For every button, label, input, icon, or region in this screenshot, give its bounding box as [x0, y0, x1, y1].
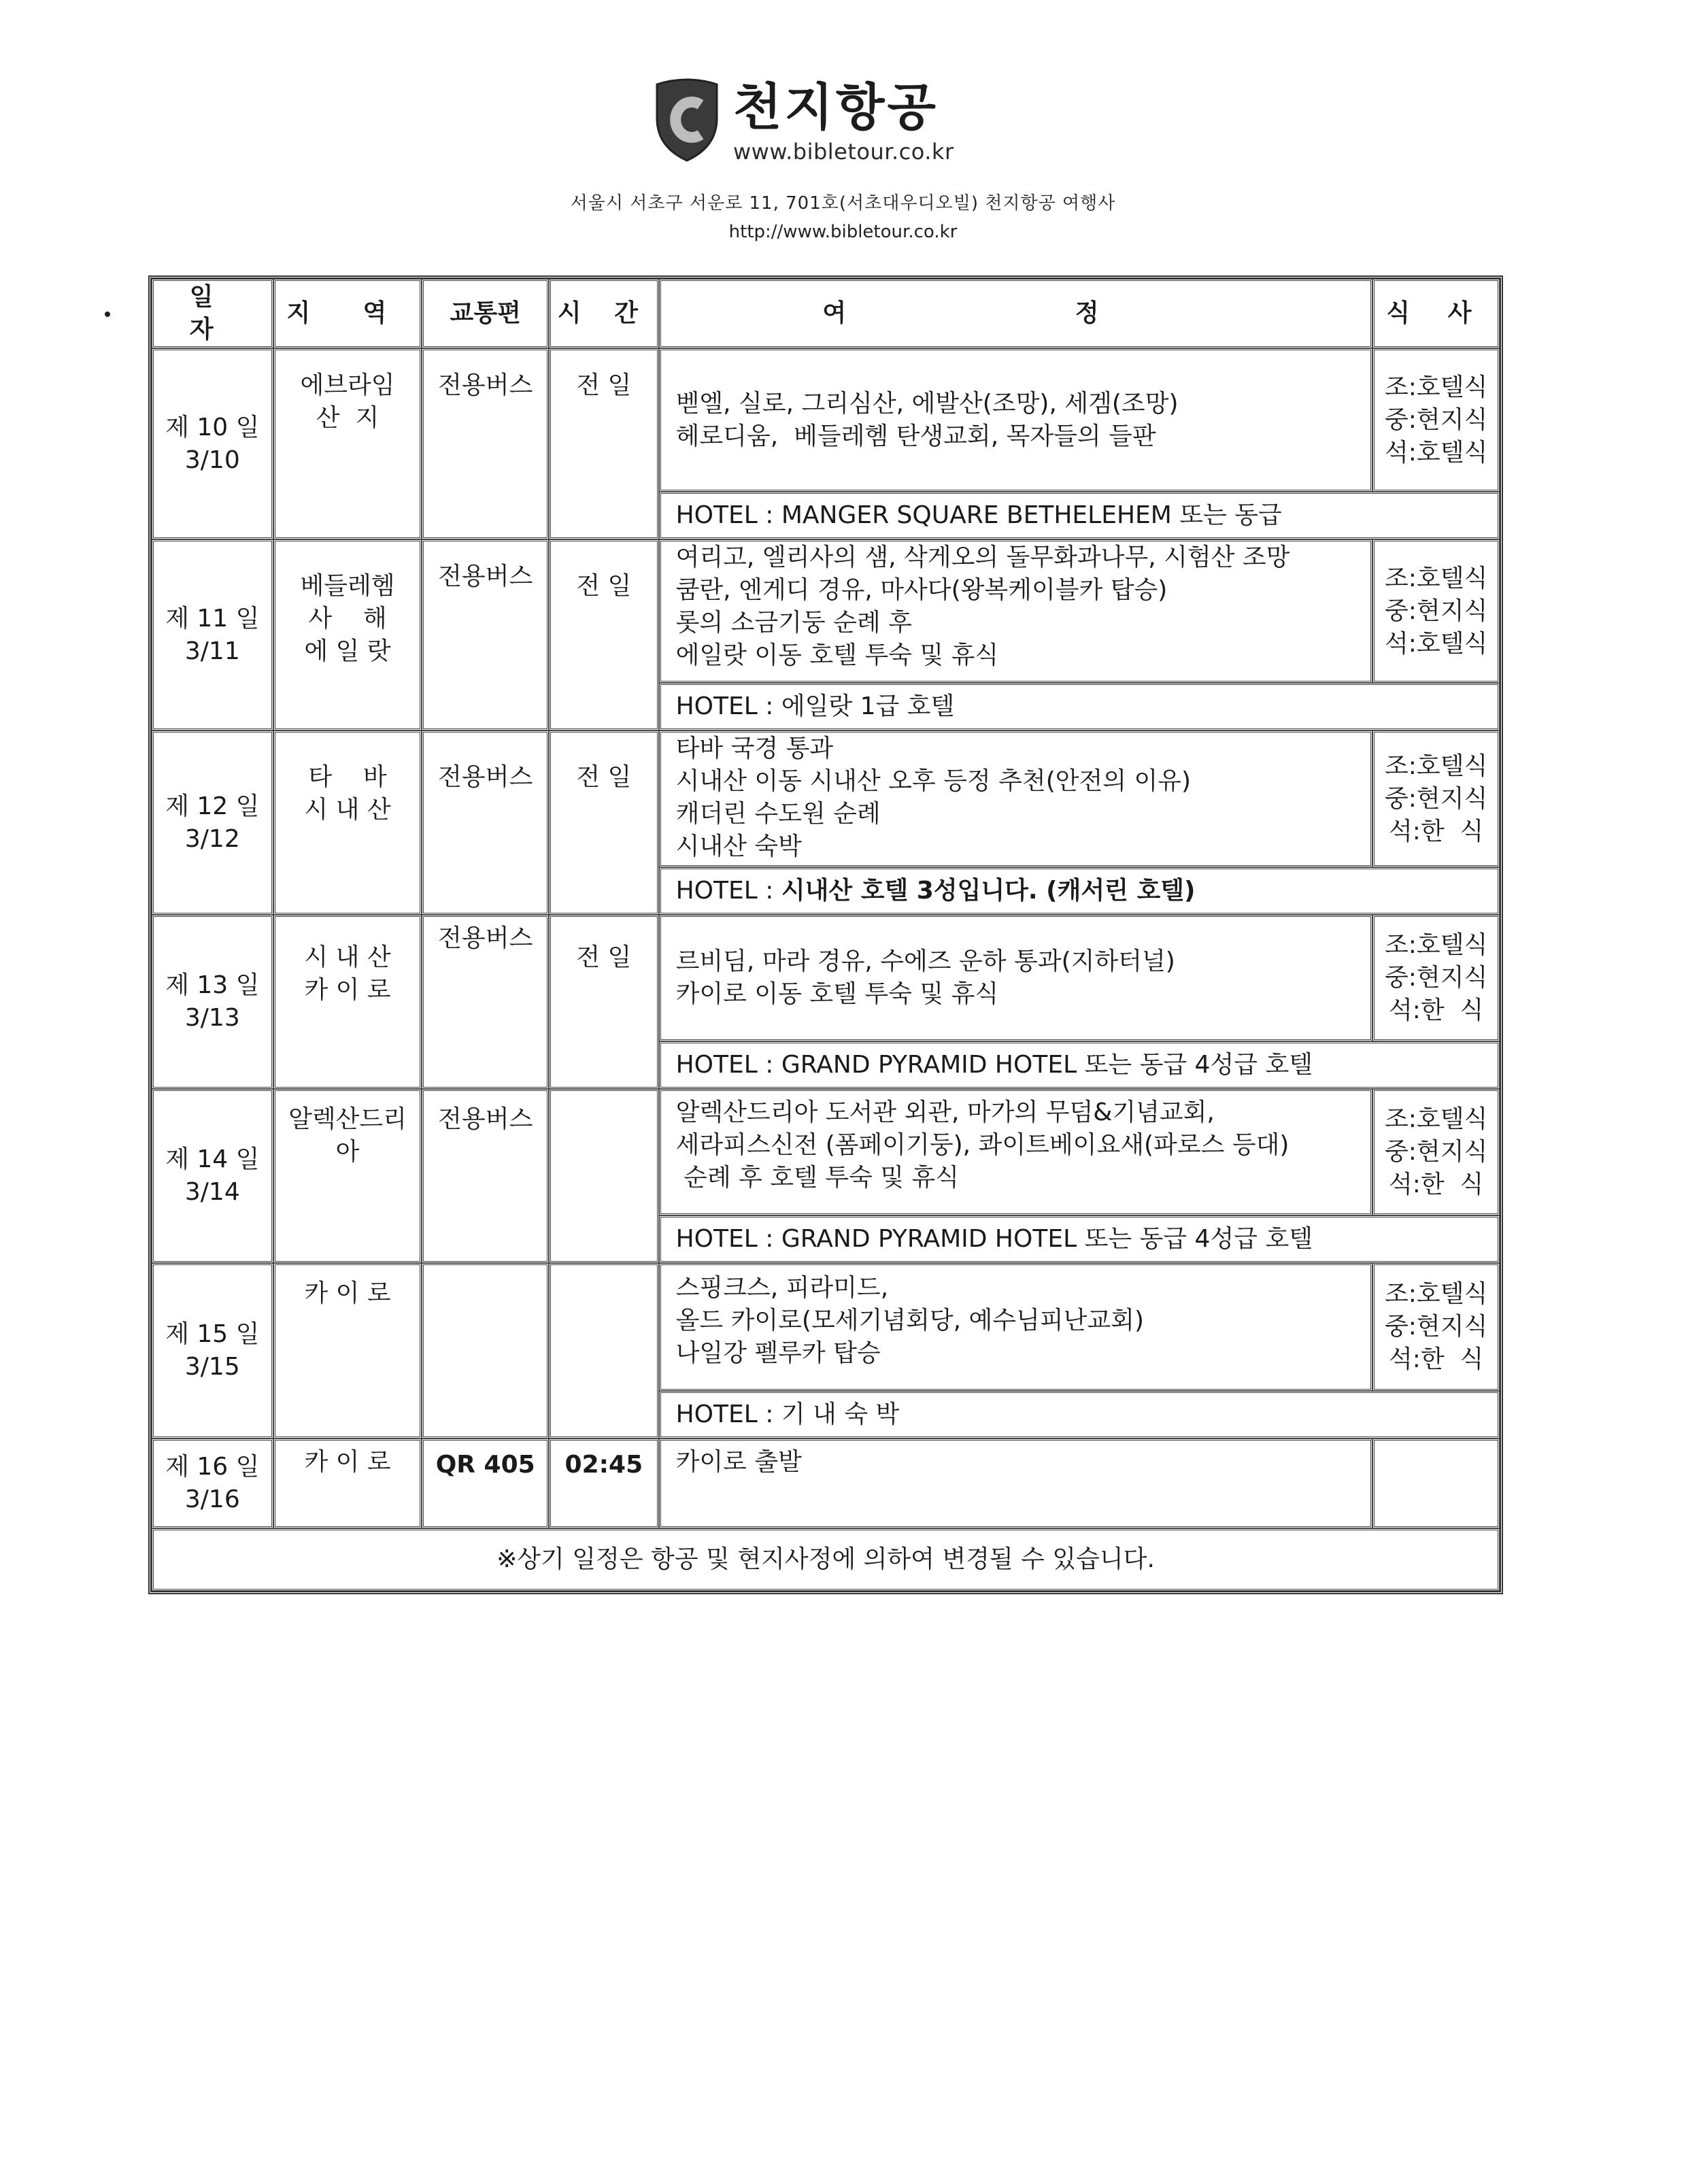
meal-breakfast: 조:호텔식 — [1385, 752, 1488, 780]
hotel-cell: HOTEL : 에일랏 1급 호텔 — [659, 683, 1500, 730]
table-header-row — [152, 279, 1500, 348]
day-label: 제 13 일 — [165, 971, 260, 999]
time-cell — [549, 1263, 659, 1439]
footer-note-row — [152, 1528, 1500, 1591]
schedule-cell — [659, 915, 1373, 1041]
schedule-line: 올드 카이로(모세기념회당, 예수님피난교회) — [675, 1307, 1144, 1334]
region-cell — [273, 1263, 422, 1439]
date-label: 3/15 — [184, 1353, 240, 1381]
company-address: 서울시 서초구 서운로 11, 701호(서초대우디오빌) 천지항공 여행사 — [570, 193, 1116, 214]
table-row-day10 — [152, 348, 1500, 492]
meals-cell — [1372, 1263, 1500, 1391]
region-line: 시 내 산 — [304, 796, 391, 824]
meal-lunch: 중:현지식 — [1385, 784, 1488, 813]
schedule-line: 나일강 펠루카 탑승 — [675, 1339, 881, 1367]
meal-breakfast: 조:호텔식 — [1385, 1280, 1488, 1308]
date-cell — [152, 1263, 273, 1439]
region-line: 알렉산드리 — [288, 1105, 407, 1133]
schedule-line: 에일랏 이동 호텔 투숙 및 휴식 — [675, 641, 999, 669]
date-cell — [152, 539, 273, 730]
schedule-cell — [659, 1439, 1373, 1528]
date-label: 3/10 — [184, 446, 240, 474]
time-cell: 전 일 — [549, 730, 659, 915]
date-cell — [152, 915, 273, 1089]
schedule-line: 알렉산드리아 도서관 외관, 마가의 무덤&기념교회, — [675, 1098, 1215, 1126]
table-row-day11 — [152, 539, 1500, 683]
schedule-line: 타바 국경 통과 — [675, 735, 834, 762]
time-cell: 전 일 — [549, 539, 659, 730]
day-label: 제 16 일 — [165, 1453, 260, 1481]
day-label: 제 14 일 — [165, 1145, 260, 1173]
company-website-link[interactable]: http://www.bibletour.co.kr — [728, 222, 958, 242]
region-cell — [273, 348, 422, 539]
date-label: 3/16 — [184, 1485, 240, 1513]
date-label: 3/12 — [184, 824, 240, 853]
day-label: 제 12 일 — [165, 792, 260, 820]
time-cell: 전 일 — [549, 348, 659, 539]
date-label: 3/14 — [184, 1178, 240, 1206]
region-line: 에브라임 — [300, 371, 395, 399]
region-cell — [273, 730, 422, 915]
col-header-meals: 식 사 — [1372, 279, 1500, 348]
table-row-day15 — [152, 1263, 1500, 1391]
meals-cell — [1372, 730, 1500, 867]
company-logo — [653, 76, 1007, 171]
region-line: 산 지 — [316, 404, 380, 432]
hotel-cell: HOTEL : 기 내 숙 박 — [659, 1391, 1500, 1439]
schedule-line: 시내산 숙박 — [675, 833, 802, 860]
hotel-cell: HOTEL : MANGER SQUARE BETHELEHEM 또는 동급 — [659, 492, 1500, 539]
brand-name: 천지항공 — [733, 78, 939, 137]
itinerary-table — [148, 275, 1503, 1594]
col-header-schedule: 여 정 — [659, 279, 1373, 348]
table-row-day14 — [152, 1089, 1500, 1215]
meals-cell — [1372, 539, 1500, 683]
date-cell — [152, 1439, 273, 1528]
schedule-line: 롯의 소금기둥 순례 후 — [675, 609, 912, 637]
col-header-time: 시 간 — [549, 279, 659, 348]
transport-cell: 전용버스 — [422, 1089, 549, 1263]
meal-lunch: 중:현지식 — [1385, 405, 1488, 434]
date-cell — [152, 1089, 273, 1263]
scan-dot-mark — [105, 312, 110, 317]
region-line: 베들레헴 — [300, 572, 395, 600]
region-line: 카 이 로 — [304, 1448, 391, 1476]
flight-number-cell: QR 405 — [422, 1439, 549, 1528]
hotel-cell: HOTEL : GRAND PYRAMID HOTEL 또는 동급 4성급 호텔 — [659, 1041, 1500, 1089]
transport-cell: 전용버스 — [422, 730, 549, 915]
time-cell: 전 일 — [549, 915, 659, 1089]
time-cell — [549, 1089, 659, 1263]
region-cell — [273, 539, 422, 730]
col-header-region: 지 역 — [273, 279, 422, 348]
meal-dinner: 석:호텔식 — [1385, 629, 1488, 658]
meal-breakfast: 조:호텔식 — [1385, 373, 1488, 401]
meal-breakfast: 조:호텔식 — [1385, 564, 1488, 592]
schedule-line: 시내산 이동 시내산 오후 등정 추천(안전의 이유) — [675, 767, 1192, 795]
transport-cell: 전용버스 — [422, 915, 549, 1089]
meal-dinner: 석:호텔식 — [1385, 438, 1488, 467]
schedule-cell — [659, 1089, 1373, 1215]
meals-cell — [1372, 348, 1500, 492]
region-line: 아 — [335, 1138, 360, 1166]
schedule-line: 순례 후 호텔 투숙 및 휴식 — [675, 1164, 960, 1192]
day-label: 제 15 일 — [165, 1320, 260, 1348]
schedule-line: 헤로디움, 베들레헴 탄생교회, 목자들의 들판 — [675, 422, 1156, 450]
region-line: 에 일 랏 — [304, 637, 391, 665]
meal-breakfast: 조:호텔식 — [1385, 1105, 1488, 1133]
table-row-day16 — [152, 1439, 1500, 1528]
date-label: 3/11 — [184, 637, 240, 665]
date-cell — [152, 348, 273, 539]
meal-lunch: 중:현지식 — [1385, 1313, 1488, 1341]
schedule-line: 카이로 이동 호텔 투숙 및 휴식 — [675, 980, 999, 1008]
region-cell — [273, 915, 422, 1089]
meal-lunch: 중:현지식 — [1385, 1138, 1488, 1166]
transport-cell: 전용버스 — [422, 539, 549, 730]
hotel-cell: HOTEL : GRAND PYRAMID HOTEL 또는 동급 4성급 호텔 — [659, 1215, 1500, 1263]
date-cell — [152, 730, 273, 915]
schedule-line: 카이로 출발 — [675, 1448, 802, 1476]
hotel-prefix: HOTEL : — [675, 877, 781, 905]
meal-dinner: 석:한 식 — [1388, 996, 1484, 1024]
meal-dinner: 석:한 식 — [1388, 1345, 1484, 1373]
date-label: 3/13 — [184, 1004, 240, 1032]
meals-cell — [1372, 1089, 1500, 1215]
schedule-line: 벧엘, 실로, 그리심산, 에발산(조망), 세겜(조망) — [675, 389, 1179, 418]
transport-cell: 전용버스 — [422, 348, 549, 539]
schedule-line: 르비딤, 마라 경유, 수에즈 운하 통과(지하터널) — [675, 947, 1175, 975]
region-cell — [273, 1439, 422, 1528]
region-line: 카 이 로 — [304, 1279, 391, 1307]
region-line: 사 해 — [308, 605, 387, 633]
transport-cell — [422, 1263, 549, 1439]
meal-dinner: 석:한 식 — [1388, 817, 1484, 845]
schedule-line: 캐더린 수도원 순례 — [675, 800, 881, 828]
meals-cell — [1372, 915, 1500, 1041]
day-label: 제 10 일 — [165, 413, 260, 441]
schedule-line: 스핑크스, 피라미드, — [675, 1274, 889, 1302]
schedule-cell — [659, 730, 1373, 867]
table-row-day12 — [152, 730, 1500, 867]
schedule-line: 세라피스신전 (폼페이기둥), 콰이트베이요새(파로스 등대) — [675, 1131, 1289, 1159]
shield-c-logo-icon — [653, 76, 721, 163]
meal-lunch: 중:현지식 — [1385, 597, 1488, 625]
hotel-cell — [659, 867, 1500, 915]
schedule-line: 여리고, 엘리사의 샘, 삭게오의 돌무화과나무, 시험산 조망 — [675, 543, 1290, 571]
day-label: 제 11 일 — [165, 604, 260, 633]
col-header-transport: 교통편 — [422, 279, 549, 348]
meals-cell-empty — [1372, 1439, 1500, 1528]
brand-url: www.bibletour.co.kr — [733, 139, 954, 165]
region-cell — [273, 1089, 422, 1263]
departure-time-cell: 02:45 — [549, 1439, 659, 1528]
schedule-cell — [659, 539, 1373, 683]
region-line: 카 이 로 — [304, 976, 391, 1004]
meal-lunch: 중:현지식 — [1385, 964, 1488, 992]
schedule-line: 쿰란, 엔게디 경유, 마사다(왕복케이블카 탑승) — [675, 576, 1168, 604]
table-row-day13 — [152, 915, 1500, 1041]
schedule-cell — [659, 348, 1373, 492]
meal-breakfast: 조:호텔식 — [1385, 931, 1488, 959]
meal-dinner: 석:한 식 — [1388, 1171, 1484, 1198]
schedule-change-notice: ※상기 일정은 항공 및 현지사정에 의하여 변경될 수 있습니다. — [152, 1528, 1500, 1591]
region-line: 타 바 — [308, 763, 387, 791]
col-header-date: 일 자 — [152, 279, 273, 348]
region-line: 시 내 산 — [304, 943, 391, 971]
hotel-name-bold: 시내산 호텔 3성입니다. (캐서린 호텔) — [781, 877, 1196, 905]
schedule-cell — [659, 1263, 1373, 1391]
